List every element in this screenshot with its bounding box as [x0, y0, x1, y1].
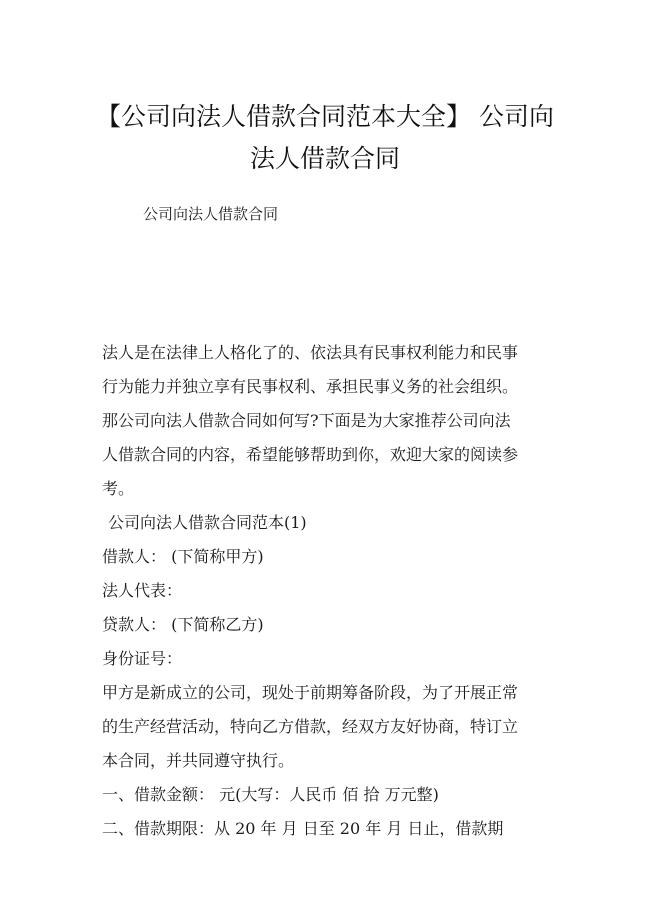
body-line: 考。 [102, 479, 135, 498]
title-line-2: 法人借款合同 [249, 144, 400, 173]
section-heading: 公司向法人借款合同范本(1) [108, 513, 307, 532]
body-line: 二、借款期限：从 20 年 月 日至 20 年 月 日止，借款期 [102, 819, 504, 838]
document-body [102, 336, 562, 846]
body-line: 贷款人： (下简称乙方) [102, 615, 264, 634]
body-line: 甲方是新成立的公司，现处于前期筹备阶段，为了开展正常 [102, 683, 519, 702]
body-line: 借款人： (下简称甲方) [102, 547, 264, 566]
body-line: 行为能力并独立享有民事权利、承担民事义务的社会组织。 [102, 377, 519, 396]
body-line: 身份证号： [102, 649, 183, 668]
body-line: 法人代表： [102, 581, 183, 600]
body-line: 的生产经营活动，特向乙方借款，经双方友好协商，特订立 [102, 717, 519, 736]
body-line: 人借款合同的内容，希望能够帮助到你，欢迎大家的阅读参 [102, 445, 519, 464]
body-line: 那公司向法人借款合同如何写?下面是为大家推荐公司向法 [102, 411, 511, 430]
document-title [60, 96, 590, 180]
body-line: 法人是在法律上人格化了的、依法具有民事权利能力和民事 [102, 343, 519, 362]
body-line: 一、借款金额： 元(大写：人民币 佰 拾 万元整) [102, 785, 439, 804]
title-line-1: 【公司向法人借款合同范本大全】 公司向 [96, 102, 554, 131]
body-line: 本合同，并共同遵守执行。 [102, 751, 295, 770]
document-subtitle: 公司向法人借款合同 [143, 205, 279, 223]
